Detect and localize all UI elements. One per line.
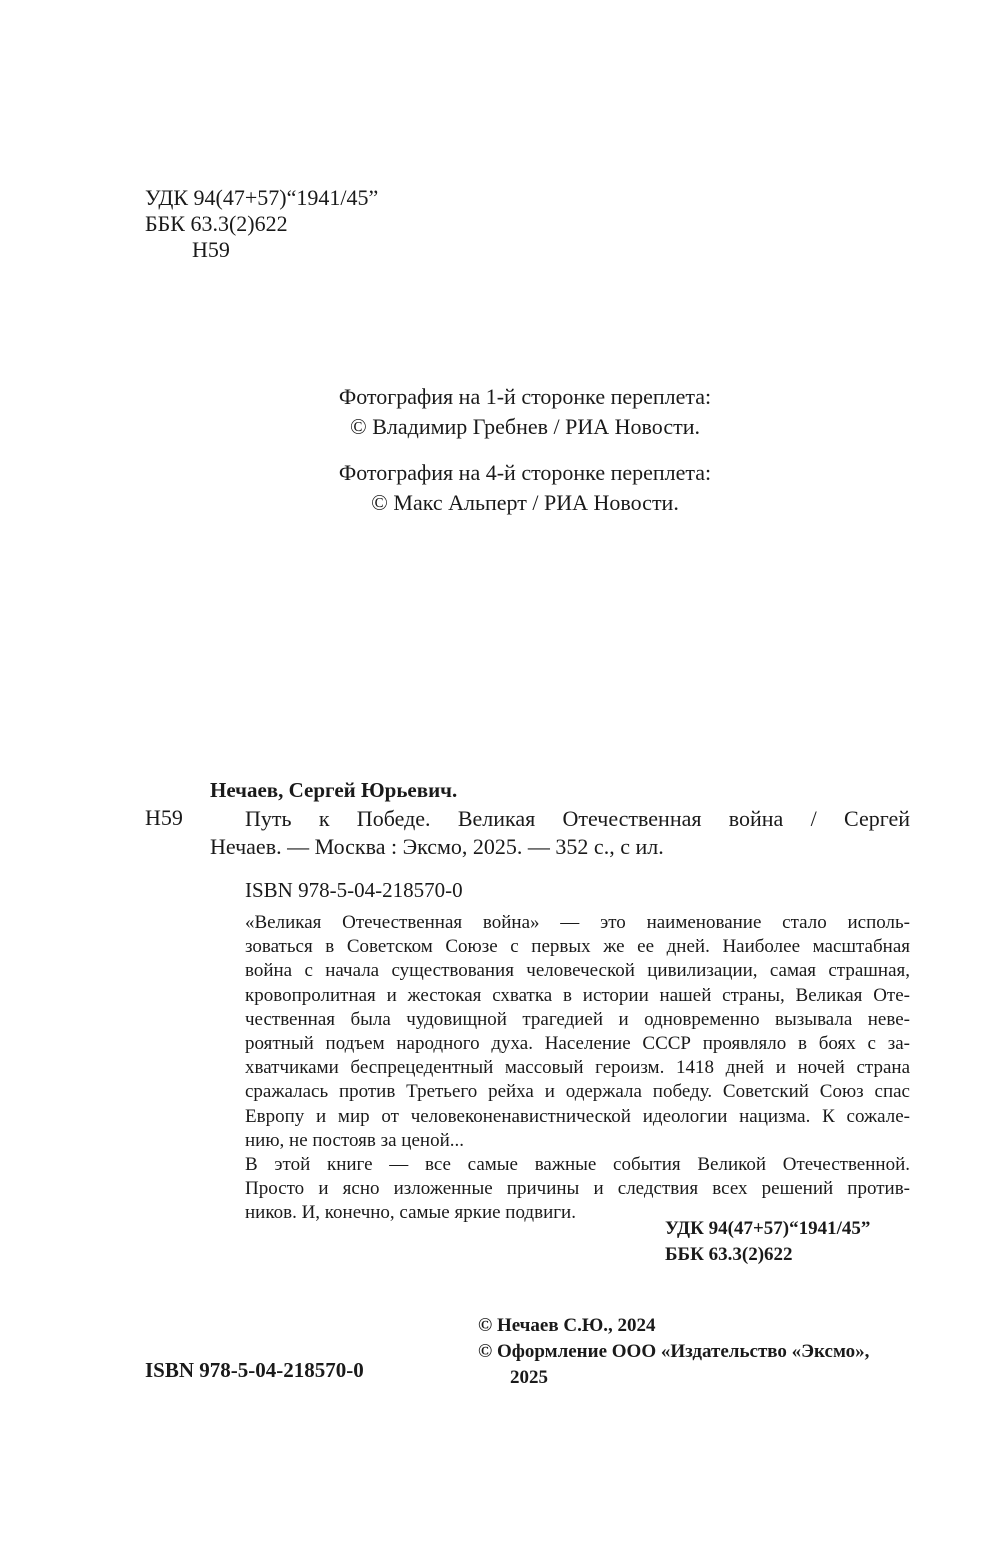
front-credit-title: Фотография на 1-й сторонке переплета: <box>338 384 712 409</box>
annotation-line: ников. И, конечно, самые яркие подвиги. <box>245 1202 576 1224</box>
catalog-author: Нечаев, Сергей Юрьевич. <box>210 778 458 802</box>
back-credit-author: © Макс Альперт / РИА Новости. <box>371 490 679 515</box>
footer-isbn: ISBN 978-5-04-218570-0 <box>145 1358 364 1382</box>
annotation-line: сражалась против Третьего рейха и одержала победу. Советский Союз спас <box>245 1081 910 1103</box>
back-credit-title: Фотография на 4-й сторонке переплета: <box>338 460 712 485</box>
annotation-paragraph-1 <box>210 911 910 1153</box>
front-credit-author: © Владимир Гребнев / РИА Новости. <box>350 414 700 439</box>
annotation-line: «Великая Отечественная война» — это наименование стало исполь- <box>245 912 910 933</box>
copyright-design: © Оформление ООО «Издательство «Эксмо», <box>478 1341 870 1362</box>
copyright-author: © Нечаев С.Ю., 2024 <box>478 1315 656 1336</box>
catalog-author-mark: Н59 <box>145 805 183 830</box>
annotation-line: чественная была чудовищной трагедией и одновременно вызывала неве- <box>245 1008 910 1030</box>
bottom-classification <box>665 1216 870 1268</box>
copyright-design-year: 2025 <box>510 1367 548 1388</box>
udk-code: УДК 94(47+57)“1941/45” <box>665 1218 871 1239</box>
annotation <box>210 911 910 1226</box>
annotation-line: Европу и мир от человеконенавистнической идеологии нацизма. К сожале- <box>245 1105 910 1127</box>
title-line-1: Путь к Победе. Великая Отечественная война / Сергей <box>245 806 910 831</box>
annotation-line: хватчиками беспрецедентный массовый героизм. 1418 дней и ночей страна <box>245 1057 910 1079</box>
annotation-line: роятный подъем народного духа. Население СССР проявляло в боях с за- <box>245 1033 910 1055</box>
annotation-line: В этой книге — все самые важные события Великой Отечественной. <box>245 1154 910 1176</box>
annotation-line: война с начала существования человеческой цивилизации, самая страшная, <box>245 960 910 982</box>
author-mark: Н59 <box>192 237 230 262</box>
back-cover-photo-credit <box>200 458 850 518</box>
bbk-code: ББК 63.3(2)622 <box>145 211 288 236</box>
title-line-2: Нечаев. — Москва : Эксмо, 2025. — 352 с., с ил. <box>210 834 664 859</box>
catalog-title-description <box>210 805 910 861</box>
annotation-line: зоваться в Советском Союзе с первых же ее дней. Наиболее масштабная <box>245 936 910 958</box>
catalog-isbn: ISBN 978-5-04-218570-0 <box>245 878 463 902</box>
udk-code: УДК 94(47+57)“1941/45” <box>145 185 379 210</box>
annotation-paragraph-2 <box>210 1153 910 1226</box>
front-cover-photo-credit <box>200 382 850 442</box>
copyright-block <box>478 1313 918 1391</box>
top-classification <box>145 185 378 263</box>
annotation-line: Просто и ясно изложенные причины и следствия всех решений против- <box>245 1178 910 1200</box>
annotation-line: нию, не постояв за ценой... <box>245 1129 464 1151</box>
annotation-line: кровопролитная и жестокая схватка в истории нашей страны, Великая Оте- <box>245 984 910 1006</box>
bbk-code: ББК 63.3(2)622 <box>665 1244 793 1265</box>
